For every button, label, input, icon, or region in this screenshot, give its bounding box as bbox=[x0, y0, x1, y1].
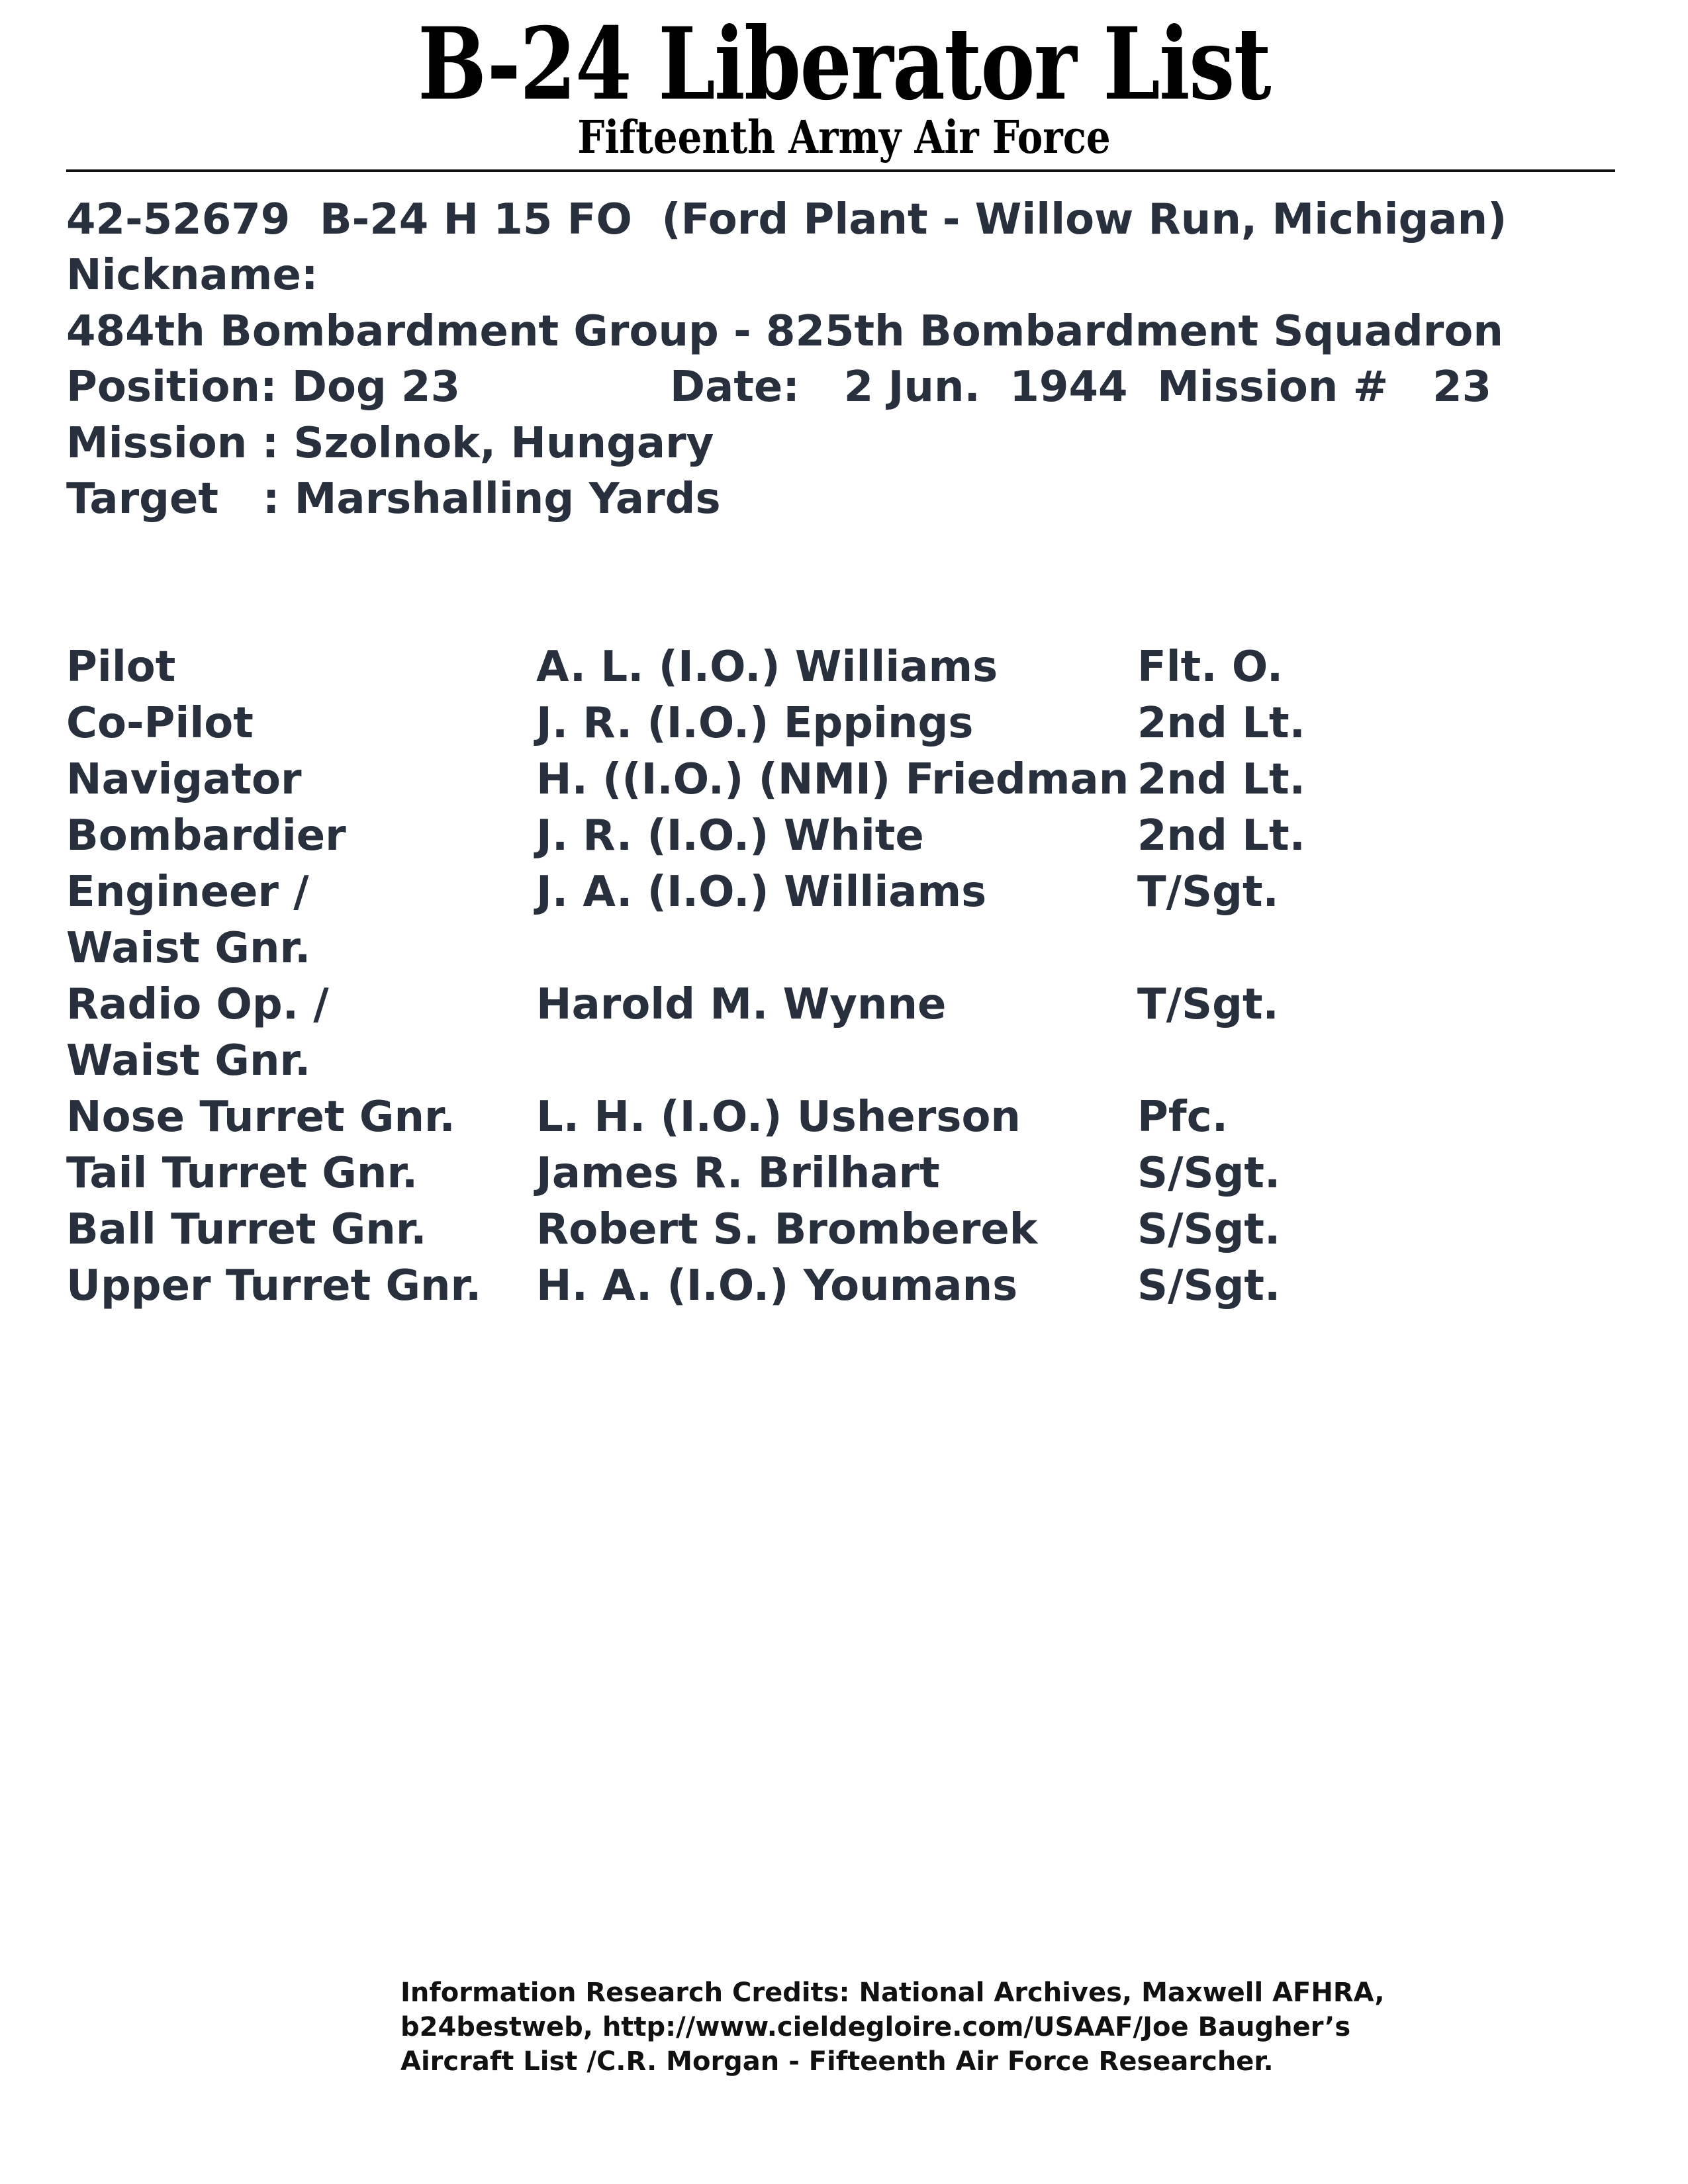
crew-rank: S/Sgt. bbox=[1137, 1261, 1281, 1310]
crew-position: Waist Gnr. bbox=[66, 924, 311, 973]
date-mission-text: Date: 2 Jun. 1944 Mission # 23 bbox=[670, 363, 1492, 412]
crew-position: Bombardier bbox=[66, 811, 346, 860]
crew-position: Ball Turret Gnr. bbox=[66, 1205, 427, 1254]
crew-position: Co-Pilot bbox=[66, 699, 254, 748]
crew-name: H. ((I.O.) (NMI) Friedman bbox=[536, 755, 1129, 804]
crew-position: Upper Turret Gnr. bbox=[66, 1261, 482, 1310]
credits-line: Information Research Credits: National Archives, Maxwell AFHRA, bbox=[400, 1978, 1385, 2008]
mission-line: Mission : Szolnok, Hungary bbox=[66, 419, 714, 468]
crew-rank: T/Sgt. bbox=[1137, 868, 1279, 917]
crew-position: Nose Turret Gnr. bbox=[66, 1093, 455, 1142]
crew-rank: 2nd Lt. bbox=[1137, 755, 1305, 804]
page-subtitle: Fifteenth Army Air Force bbox=[577, 111, 1111, 164]
crew-rank: 2nd Lt. bbox=[1137, 811, 1305, 860]
crew-name: James R. Brilhart bbox=[536, 1149, 940, 1198]
position-text: Position: Dog 23 bbox=[66, 363, 461, 412]
page-title: B-24 Liberator List bbox=[418, 6, 1270, 122]
crew-position: Tail Turret Gnr. bbox=[66, 1149, 418, 1198]
crew-name: H. A. (I.O.) Youmans bbox=[536, 1261, 1018, 1310]
crew-name: J. R. (I.O.) White bbox=[536, 811, 924, 860]
credits-line: b24bestweb, http://www.cieldegloire.com/USAAF/Joe Baugher’s bbox=[400, 2012, 1351, 2042]
crew-position: Pilot bbox=[66, 643, 176, 692]
crew-rank: T/Sgt. bbox=[1137, 980, 1279, 1029]
crew-rank: 2nd Lt. bbox=[1137, 699, 1305, 748]
crew-name: J. R. (I.O.) Eppings bbox=[536, 699, 974, 748]
crew-name: J. A. (I.O.) Williams bbox=[536, 868, 987, 917]
aircraft-serial-line: 42-52679 B-24 H 15 FO (Ford Plant - Willow Run, Michigan) bbox=[66, 195, 1507, 244]
credits-line: Aircraft List /C.R. Morgan - Fifteenth Air Force Researcher. bbox=[400, 2046, 1274, 2077]
crew-rank: S/Sgt. bbox=[1137, 1149, 1281, 1198]
crew-position: Engineer / bbox=[66, 868, 309, 917]
crew-rank: Flt. O. bbox=[1137, 643, 1284, 692]
crew-position: Navigator bbox=[66, 755, 302, 804]
crew-name: Robert S. Bromberek bbox=[536, 1205, 1038, 1254]
header-divider bbox=[66, 169, 1615, 172]
research-credits bbox=[400, 1976, 1460, 2079]
nickname-label: Nickname: bbox=[66, 251, 318, 300]
group-squadron-line: 484th Bombardment Group - 825th Bombardment Squadron bbox=[66, 307, 1503, 356]
crew-position: Waist Gnr. bbox=[66, 1036, 311, 1085]
target-line: Target : Marshalling Yards bbox=[66, 475, 721, 523]
crew-name: A. L. (I.O.) Williams bbox=[536, 643, 998, 692]
crew-rank: Pfc. bbox=[1137, 1093, 1228, 1142]
crew-name: L. H. (I.O.) Usherson bbox=[536, 1093, 1021, 1142]
crew-name: Harold M. Wynne bbox=[536, 980, 947, 1029]
crew-rank: S/Sgt. bbox=[1137, 1205, 1281, 1254]
crew-position: Radio Op. / bbox=[66, 980, 329, 1029]
